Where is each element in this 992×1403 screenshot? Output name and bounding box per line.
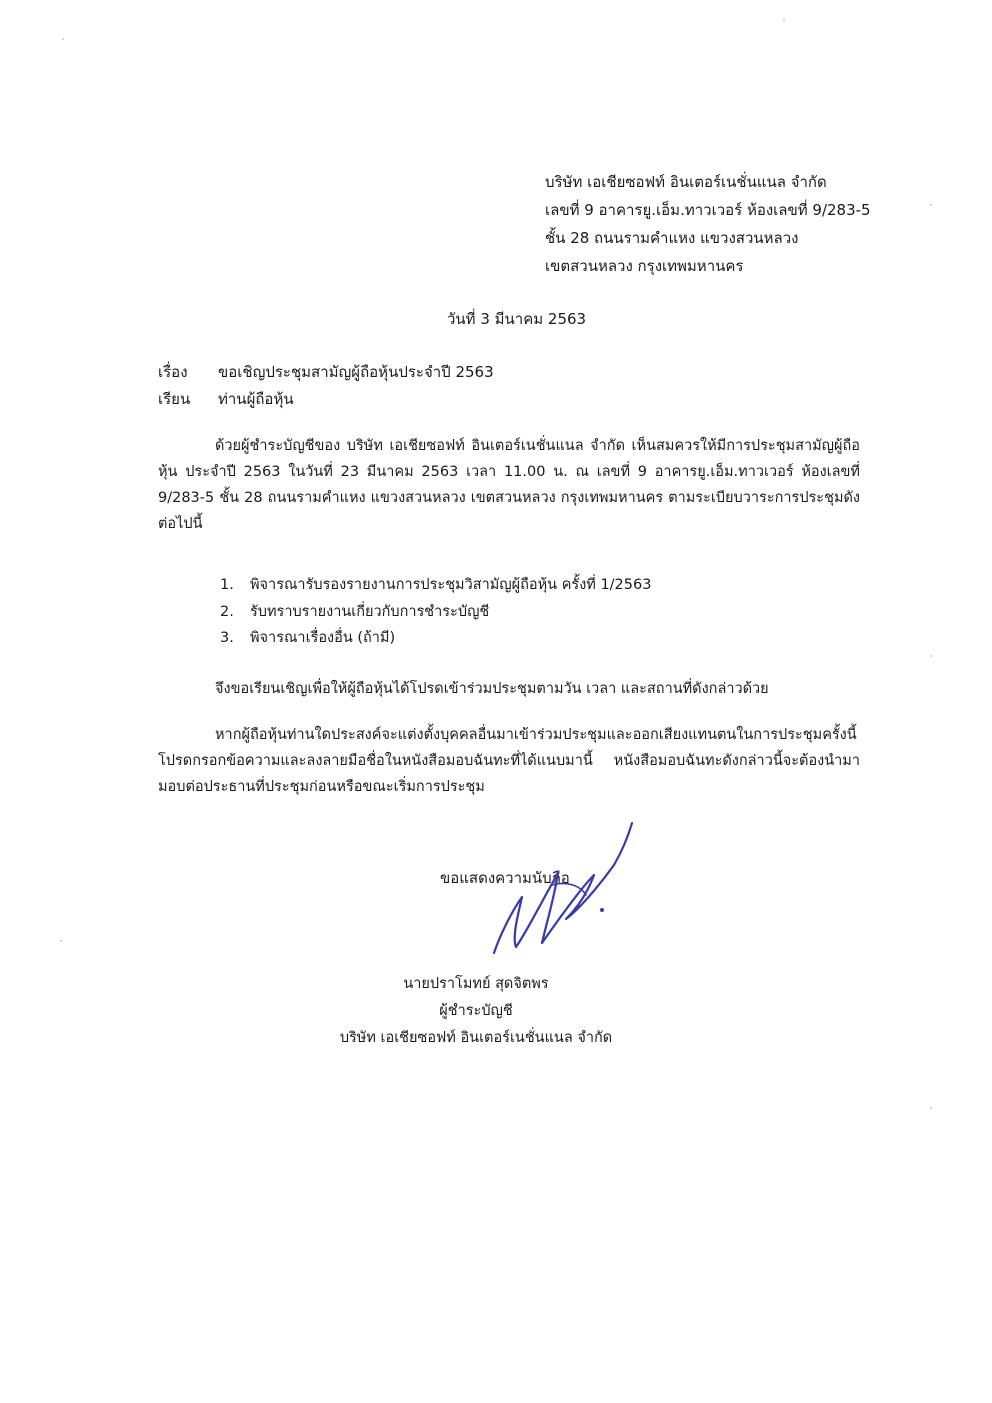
- agenda-text: พิจารณาเรื่องอื่น (ถ้ามี): [250, 630, 396, 646]
- scan-speck: [930, 1107, 932, 1109]
- agenda-number: 2.: [220, 604, 234, 620]
- agenda-item: [220, 626, 395, 649]
- address-line-2: ชั้น 28 ถนนรามคำแหง แขวงสวนหลวง: [545, 229, 799, 247]
- scan-speck: [60, 940, 62, 942]
- signatory-title: ผู้ชำระบัญชี: [439, 1003, 513, 1019]
- scan-speck: [783, 19, 785, 21]
- agenda-text: รับทราบรายงานเกี่ยวกับการชำระบัญชี: [250, 604, 490, 620]
- subject-value: ขอเชิญประชุมสามัญผู้ถือหุ้นประจำปี 2563: [218, 363, 494, 381]
- recipient-label: เรียน: [158, 390, 191, 408]
- agenda-number: 1.: [220, 577, 234, 593]
- closing-text: ขอแสดงความนับถือ: [440, 869, 570, 887]
- agenda-number: 3.: [220, 630, 234, 646]
- handwritten-signature: [482, 815, 642, 965]
- letter-date: วันที่ 3 มีนาคม 2563: [447, 310, 587, 328]
- agenda-item: [220, 600, 489, 623]
- agenda-text: พิจารณารับรองรายงานการประชุมวิสามัญผู้ถือหุ้น ครั้งที่ 1/2563: [250, 577, 652, 593]
- scan-speck: [930, 204, 932, 206]
- scan-speck: [930, 655, 932, 657]
- company-name: บริษัท เอเชียซอฟท์ อินเตอร์เนชั่นแนล จำกัด: [545, 173, 827, 191]
- signatory-company: บริษัท เอเชียซอฟท์ อินเตอร์เนชั่นแนล จำกัด: [339, 1030, 613, 1046]
- subject-label: เรื่อง: [158, 363, 188, 381]
- address-line-1: เลขที่ 9 อาคารยู.เอ็ม.ทาวเวอร์ ห้องเลขที่ 9/283-5: [545, 201, 871, 219]
- recipient-value: ท่านผู้ถือหุ้น: [218, 390, 294, 408]
- agenda-item: [220, 573, 651, 596]
- scan-speck: [62, 38, 64, 40]
- invitation-paragraph: จึงขอเรียนเชิญเพื่อให้ผู้ถือหุ้นได้โปรดเข้าร่วมประชุมตามวัน เวลา และสถานที่ดังกล่าวด้วย: [215, 681, 769, 697]
- signatory-name: นายปราโมทย์ สุดจิตพร: [403, 976, 549, 992]
- address-line-3: เขตสวนหลวง กรุงเทพมหานคร: [545, 257, 744, 275]
- proxy-paragraph: หากผู้ถือหุ้นท่านใดประสงค์จะแต่งตั้งบุคคลอื่นมาเข้าร่วมประชุมและออกเสียงแทนตนในการประชุมครั้งนี้ โปรดกรอกข้อความและลงลายมือชื่อในหนังสือมอบฉันทะที่ได้แนบมานี้ หนังสือมอบฉันทะดังกล่าวนี้จะต้องนำมามอบต่อประธานที่ประชุมก่อนหรือขณะเริ่มการประชุม: [158, 727, 860, 795]
- intro-paragraph: ด้วยผู้ชำระบัญชีของ บริษัท เอเชียซอฟท์ อินเตอร์เนชั่นแนล จำกัด เห็นสมควรให้มีการประชุมสามัญผู้ถือหุ้น ประจำปี 2563 ในวันที่ 23 มีนาคม 2563 เวลา 11.00 น. ณ เลขที่ 9 อาคารยู.เอ็ม.ทาวเวอร์ ห้องเลขที่ 9/283-5 ชั้น 28 ถนนรามคำแหง แขวงสวนหลวง เขตสวนหลวง กรุงเทพมหานคร ตามระเบียบวาระการประชุมดังต่อไปนี้: [158, 438, 860, 532]
